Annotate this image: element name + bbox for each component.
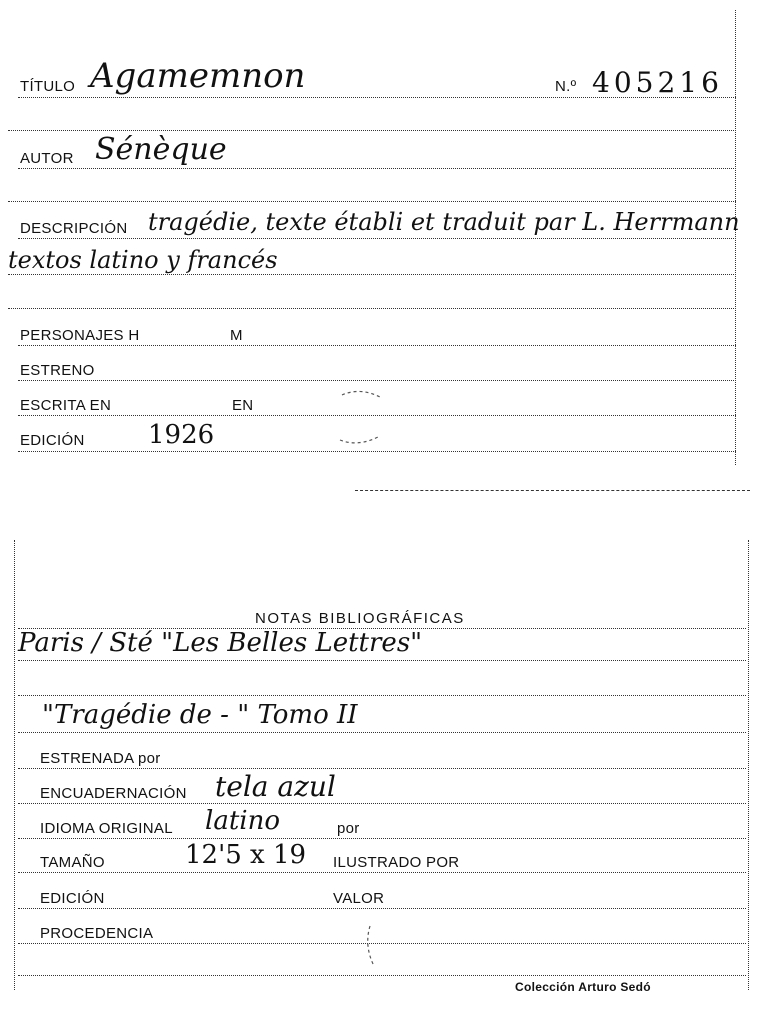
notas-value-line2: "Tragédie de - " Tomo II bbox=[42, 700, 358, 730]
edicion2-label: EDICIÓN bbox=[40, 890, 105, 907]
autor-value: Sénèque bbox=[95, 132, 227, 167]
estreno-label: ESTRENO bbox=[20, 362, 95, 379]
hole-punch-smudge bbox=[330, 385, 390, 455]
tamano-value: 12'5 x 19 bbox=[185, 840, 307, 870]
ilustrado-label: ILUSTRADO POR bbox=[333, 854, 460, 871]
idioma-por-label: por bbox=[337, 820, 360, 837]
card2-border-left bbox=[14, 540, 15, 990]
notas-value-line1: Paris / Sté "Les Belles Lettres" bbox=[18, 628, 423, 658]
titulo-rule bbox=[18, 97, 736, 98]
encuadernacion-label: ENCUADERNACIÓN bbox=[40, 785, 187, 802]
catalog-card-top bbox=[0, 0, 759, 500]
notas-rule-4 bbox=[18, 732, 746, 733]
estreno-rule bbox=[18, 380, 736, 381]
hole-punch-smudge-2 bbox=[360, 918, 410, 978]
notas-label: NOTAS BIBLIOGRÁFICAS bbox=[255, 610, 465, 627]
encuadernacion-rule bbox=[18, 803, 746, 804]
personajes-rule bbox=[18, 345, 736, 346]
autor-rule bbox=[18, 168, 736, 169]
encuadernacion-value: tela azul bbox=[215, 770, 336, 803]
notas-rule-2 bbox=[18, 660, 746, 661]
blank-rule-4 bbox=[8, 308, 736, 309]
escrita-en-label: EN bbox=[232, 397, 254, 414]
blank-rule-1 bbox=[8, 130, 736, 131]
autor-label: AUTOR bbox=[20, 150, 74, 167]
idioma-label: IDIOMA ORIGINAL bbox=[40, 820, 173, 837]
personajes-label: PERSONAJES H bbox=[20, 327, 140, 344]
card2-border-right bbox=[748, 540, 749, 990]
descripcion-label: DESCRIPCIÓN bbox=[20, 220, 128, 237]
personajes-m-label: M bbox=[230, 327, 243, 344]
edicion-value: 1926 bbox=[148, 420, 215, 450]
idioma-value: latino bbox=[205, 806, 280, 836]
idioma-rule bbox=[18, 838, 746, 839]
notas-rule-3 bbox=[18, 695, 746, 696]
escrita-label: ESCRITA EN bbox=[20, 397, 112, 414]
edicion2-rule bbox=[18, 908, 746, 909]
edicion-label: EDICIÓN bbox=[20, 432, 85, 449]
estrenada-label: ESTRENADA por bbox=[40, 750, 161, 767]
tamano-label: TAMAÑO bbox=[40, 854, 105, 871]
numero-label: N.º bbox=[555, 78, 577, 95]
collection-footer: Colección Arturo Sedó bbox=[515, 980, 651, 994]
catalog-card-bottom bbox=[0, 500, 759, 1028]
numero-value: 405216 bbox=[592, 66, 723, 99]
procedencia-label: PROCEDENCIA bbox=[40, 925, 154, 942]
descripcion-rule bbox=[18, 238, 736, 239]
valor-label: VALOR bbox=[333, 890, 385, 907]
blank-rule-2 bbox=[8, 201, 736, 202]
titulo-value: Agamemnon bbox=[90, 56, 306, 96]
estrenada-rule bbox=[18, 768, 746, 769]
tamano-rule bbox=[18, 872, 746, 873]
descripcion-value-line2: textos latino y francés bbox=[8, 246, 278, 274]
card1-bottom-rule bbox=[355, 490, 750, 491]
descripcion-value-line1: tragédie, texte établi et traduit par L. Herrmann bbox=[148, 208, 740, 236]
blank-rule-3 bbox=[8, 274, 736, 275]
titulo-label: TÍTULO bbox=[20, 78, 76, 95]
